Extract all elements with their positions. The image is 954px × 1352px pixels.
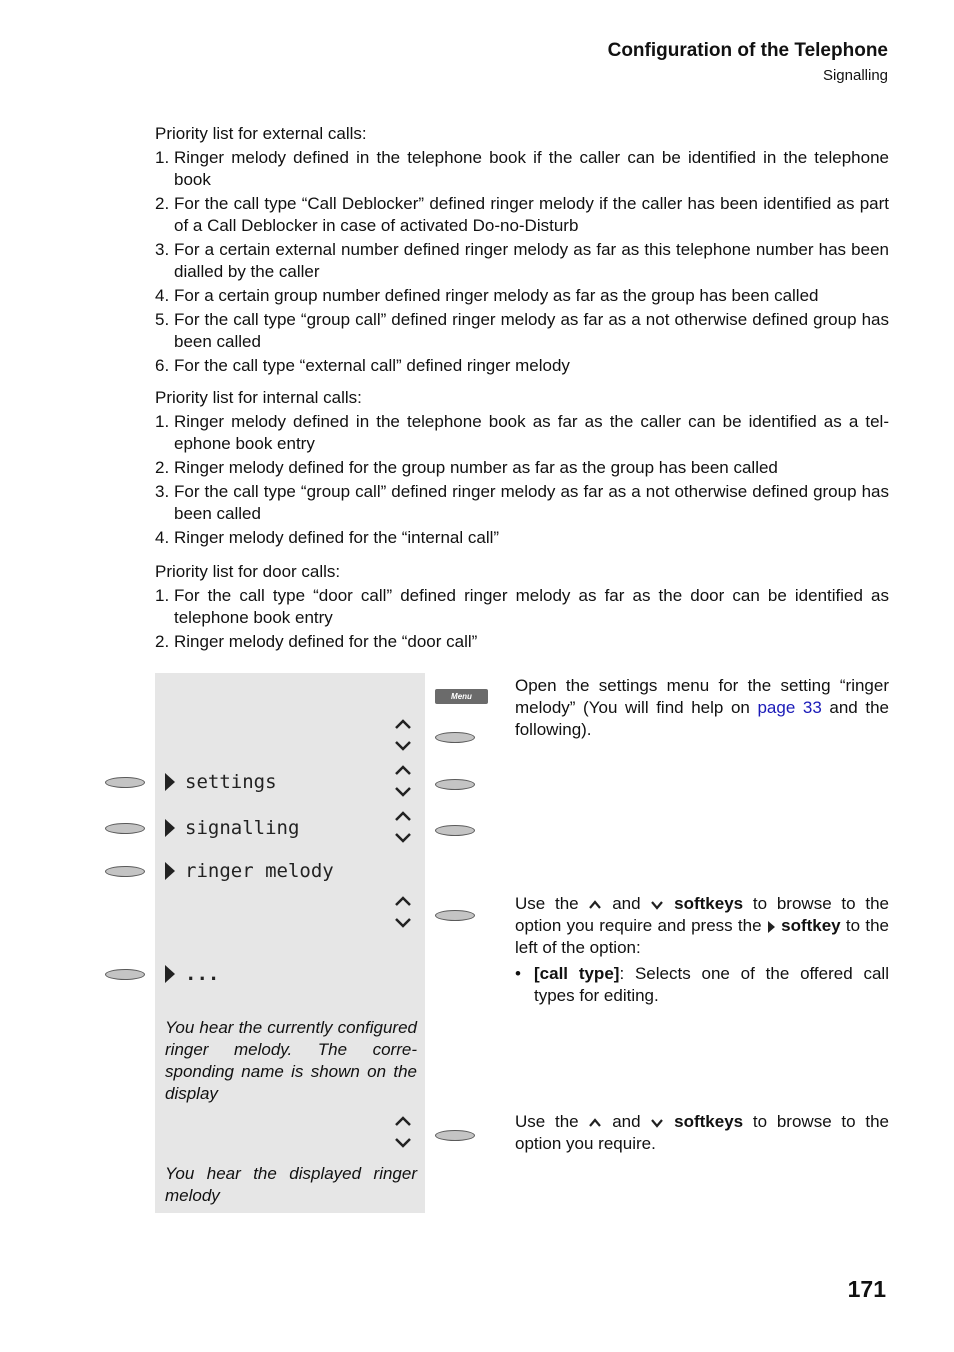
list-item: 1. For the call type “door call” defined ringer melody as far as the door can be identified as telephone book entry [155,586,889,627]
note-displayed-melody: You hear the displayed ringer melody [165,1164,417,1205]
priority-list-internal [155,387,889,563]
triangle-right-icon [165,773,175,791]
description-browse-require: Use the and softkeys to browse to the option you require. [515,1112,890,1153]
page-header-subtitle: Signalling [822,67,888,84]
display-panel [155,673,425,1213]
page-number: 171 [847,1276,886,1302]
softkey-icon[interactable] [105,866,145,877]
list-item: 1. Ringer melody defined in the telephone book as far as the caller can be identified as a telephone book entry [155,412,889,453]
down-arrow-icon [650,1117,664,1129]
softkey-icon[interactable] [105,969,145,980]
triangle-right-icon [767,920,776,934]
list-item: 6. For the call type “external call” defined ringer melody [155,356,570,375]
list-item: 5. For the call type “group call” defined ringer melody as far as a not otherwise defined group has been called [155,310,889,351]
list-item: 2. Ringer melody defined for the “door call” [155,632,478,651]
list-item: 2. Ringer melody defined for the group number as far as the group has been called [155,458,778,477]
triangle-right-icon [165,819,175,837]
softkey-icon[interactable] [435,779,475,790]
up-down-arrow-icon [393,762,413,804]
softkey-icon[interactable] [105,777,145,788]
section-heading: Priority list for door calls: [155,562,341,581]
display-row-ellipsis: ... [165,960,219,988]
triangle-right-icon [165,862,175,880]
softkey-icon[interactable] [435,1130,475,1141]
up-down-arrow-icon [393,1113,413,1155]
list-item: 4. Ringer melody defined for the “internal call” [155,528,500,547]
up-arrow-icon [588,899,602,911]
priority-list-door [155,561,889,667]
up-arrow-icon [588,1117,602,1129]
softkey-icon[interactable] [105,823,145,834]
display-row-ringer-melody: ringer melody [165,857,334,885]
display-row-signalling: signalling [165,814,299,842]
list-item: 3. For a certain external number defined ringer melody as far as this telephone number has been dialled by the caller [155,240,889,281]
section-heading: Priority list for internal calls: [155,388,362,407]
triangle-right-icon [165,965,175,983]
section-heading: Priority list for external calls: [155,124,367,143]
list-item: 2. For the call type “Call Deblocker” defined ringer melody if the caller has been identified as part of a Call Deblocker in case of activated Do-no-Disturb [155,194,889,235]
description-open-menu: Open the settings menu for the setting “ringer melody” (You will find help on page 33 and the following). [515,676,889,739]
page-link[interactable]: page 33 [757,698,822,717]
softkey-icon[interactable] [435,732,475,743]
up-down-arrow-icon [393,716,413,758]
bullet-call-type: • [call type]: Selects one of the offered call types for editing. [515,964,889,1005]
menu-key-icon[interactable]: Menu [435,689,488,704]
up-down-arrow-icon [393,808,413,850]
list-item: 4. For a certain group number defined ringer melody as far as the group has been called [155,286,819,305]
display-row-settings: settings [165,768,277,796]
priority-list-external [155,123,889,391]
description-browse-option: Use the and softkeys to browse to the option you require and press the softkey to the left of the option: • [call type]: Selects one of the offered call types for editing. [515,894,890,1005]
page-header-title: Configuration of the Telephone [607,40,888,61]
up-down-arrow-icon [393,893,413,935]
note-current-melody: You hear the currently configured ringer melody. The corresponding name is shown on the display [165,1018,417,1103]
softkey-icon[interactable] [435,825,475,836]
list-item: 3. For the call type “group call” defined ringer melody as far as a not otherwise defined group has been called [155,482,889,523]
down-arrow-icon [650,899,664,911]
list-item: 1. Ringer melody defined in the telephone book if the caller can be identified in the telephone book [155,148,889,189]
softkey-icon[interactable] [435,910,475,921]
